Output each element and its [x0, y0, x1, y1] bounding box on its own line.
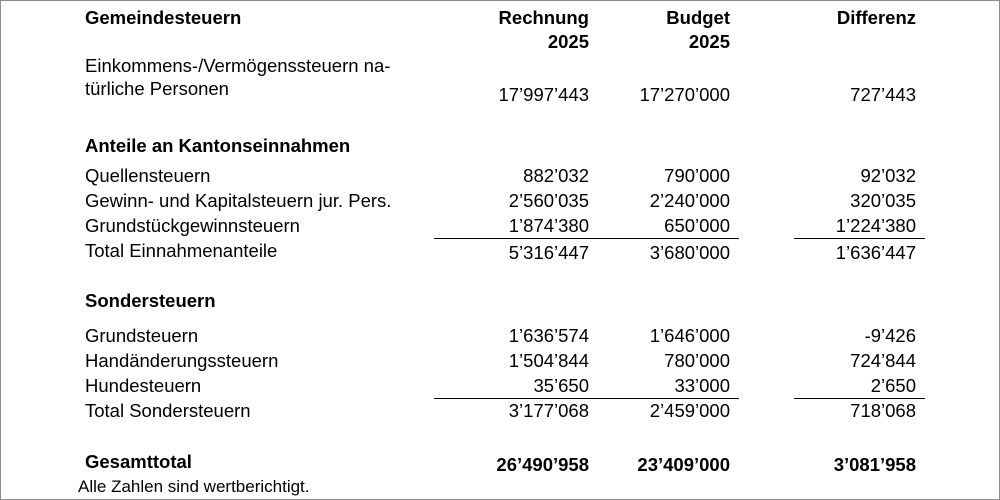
section-heading-shares: Anteile an Kantonseinnahmen: [85, 135, 351, 156]
cell-grand-total-budget: 23’409’000: [637, 454, 730, 475]
table-title: Gemeindesteuern: [85, 7, 242, 28]
row-label-quellensteuern: Quellensteuern: [85, 165, 211, 186]
cell-handaenderungssteuern-rechnung: 1’504’844: [508, 350, 589, 371]
cell-grundsteuern-budget: 1’646’000: [649, 325, 730, 346]
cell-total-shares-budget: 3’680’000: [649, 242, 730, 263]
cell-income-tax-budget: 17’270’000: [639, 84, 730, 105]
cell-quellensteuern-rechnung: 882’032: [523, 165, 589, 186]
cell-grundsteuern-rechnung: 1’636’574: [508, 325, 589, 346]
cell-hundesteuern-differenz: 2’650: [870, 375, 916, 396]
row-label-income-tax-line1: Einkommens-/Vermögenssteuern na-: [85, 55, 391, 76]
footnote: Alle Zahlen sind wertberichtigt.: [78, 477, 310, 496]
subtotal-rule-shares-right: [794, 238, 925, 239]
column-header-rechnung-year: 2025: [547, 31, 589, 52]
cell-income-tax-rechnung: 17’997’443: [498, 84, 589, 105]
column-header-budget: Budget: [666, 7, 730, 28]
cell-gewinnsteuern-rechnung: 2’560’035: [508, 190, 589, 211]
cell-grundstueckgewinnsteuern-rechnung: 1’874’380: [508, 215, 589, 236]
cell-grundstueckgewinnsteuern-differenz: 1’224’380: [835, 215, 916, 236]
cell-gewinnsteuern-differenz: 320’035: [850, 190, 916, 211]
row-label-total-shares: Total Einnahmenanteile: [85, 240, 278, 261]
column-header-budget-year: 2025: [688, 31, 730, 52]
cell-gewinnsteuern-budget: 2’240’000: [649, 190, 730, 211]
row-label-grand-total: Gesamttotal: [85, 451, 192, 472]
cell-quellensteuern-budget: 790’000: [664, 165, 730, 186]
section-heading-special: Sondersteuern: [85, 290, 216, 311]
cell-total-special-budget: 2’459’000: [649, 400, 730, 421]
cell-income-tax-differenz: 727’443: [850, 84, 916, 105]
cell-grand-total-differenz: 3’081’958: [833, 454, 916, 475]
cell-quellensteuern-differenz: 92’032: [860, 165, 916, 186]
cell-total-shares-differenz: 1’636’447: [835, 242, 916, 263]
row-label-grundstueckgewinnsteuern: Grundstückgewinnsteuern: [85, 215, 300, 236]
column-header-differenz: Differenz: [836, 7, 916, 28]
cell-handaenderungssteuern-differenz: 724’844: [850, 350, 916, 371]
subtotal-rule-special-right: [794, 398, 925, 399]
row-label-total-special: Total Sondersteuern: [85, 400, 251, 421]
cell-total-special-rechnung: 3’177’068: [508, 400, 589, 421]
cell-total-shares-rechnung: 5’316’447: [508, 242, 589, 263]
cell-handaenderungssteuern-budget: 780’000: [664, 350, 730, 371]
row-label-gewinnsteuern: Gewinn- und Kapitalsteuern jur. Pers.: [85, 190, 392, 211]
row-label-hundesteuern: Hundesteuern: [85, 375, 202, 396]
row-label-handaenderungssteuern: Handänderungssteuern: [85, 350, 279, 371]
column-header-rechnung: Rechnung: [498, 7, 589, 28]
row-label-income-tax-line2: türliche Personen: [85, 78, 229, 99]
subtotal-rule-special-left: [434, 398, 739, 399]
row-label-grundsteuern: Grundsteuern: [85, 325, 199, 346]
cell-grundstueckgewinnsteuern-budget: 650’000: [664, 215, 730, 236]
cell-grundsteuern-differenz: -9’426: [864, 325, 916, 346]
cell-total-special-differenz: 718’068: [850, 400, 916, 421]
subtotal-rule-shares-left: [434, 238, 739, 239]
cell-hundesteuern-rechnung: 35’650: [533, 375, 589, 396]
cell-grand-total-rechnung: 26’490’958: [496, 454, 589, 475]
cell-hundesteuern-budget: 33’000: [674, 375, 730, 396]
